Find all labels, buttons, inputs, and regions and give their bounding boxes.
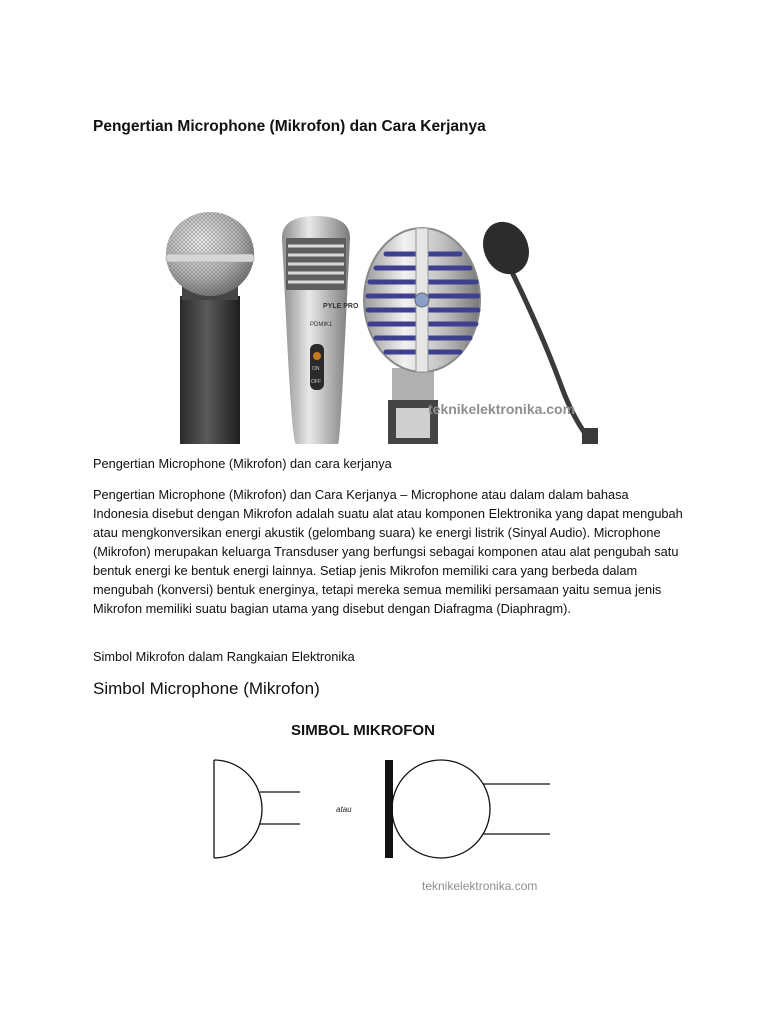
microphones-photo bbox=[160, 208, 610, 444]
symbol-heading: Simbol Microphone (Mikrofon) bbox=[93, 679, 320, 698]
symbol-figure-title: SIMBOL MIKROFON bbox=[291, 722, 435, 739]
mic-symbol-circle bbox=[385, 760, 550, 858]
body-paragraph: Pengertian Microphone (Mikrofon) dan Cara Kerjanya – Microphone atau dalam dalam bahasa Indonesia disebut dengan Mikrofon adalah suatu alat atau komponen Elektronika yang dapat mengubah atau mengkonversikan energi akustik (gelombang suara) ke energi listrik (Sinyal Audio). Microphone (Mikrofon) merupakan keluarga Transduser yang berfungsi sebagai komponen atau alat pengubah satu bentuk energi ke bentuk energi lainnya. Setiap jenis Mikrofon memiliki cara yang berbeda dalam mengubah (konversi) bentuk energinya, tetapi mereka semua memiliki persamaan yaitu semua jenis Mikrofon memiliki suatu bagian utama yang disebut dengan Diafragma (Diaphragm). bbox=[93, 487, 683, 616]
dynamic-microphone-image bbox=[166, 212, 254, 444]
symbol-watermark: teknikelektronika.com bbox=[422, 879, 538, 893]
photo-caption: Pengertian Microphone (Mikrofon) dan cara kerjanya bbox=[93, 456, 392, 471]
pyle-microphone-image bbox=[282, 216, 359, 444]
mic-symbol-half-circle bbox=[214, 760, 300, 858]
symbol-separator: atau bbox=[336, 805, 352, 814]
pyle-brand-label: PYLE PRO bbox=[323, 303, 359, 310]
microphone-symbol-figure bbox=[200, 712, 580, 902]
document-title: Pengertian Microphone (Mikrofon) dan Cara Kerjanya bbox=[93, 118, 486, 135]
pyle-model-label: PDMIK1 bbox=[310, 322, 333, 328]
symbol-caption: Simbol Mikrofon dalam Rangkaian Elektronika bbox=[93, 649, 355, 664]
switch-off-label: OFF bbox=[311, 379, 321, 385]
switch-on-label: ON bbox=[312, 366, 320, 372]
photo-watermark: teknikelektronika.com bbox=[428, 401, 576, 417]
